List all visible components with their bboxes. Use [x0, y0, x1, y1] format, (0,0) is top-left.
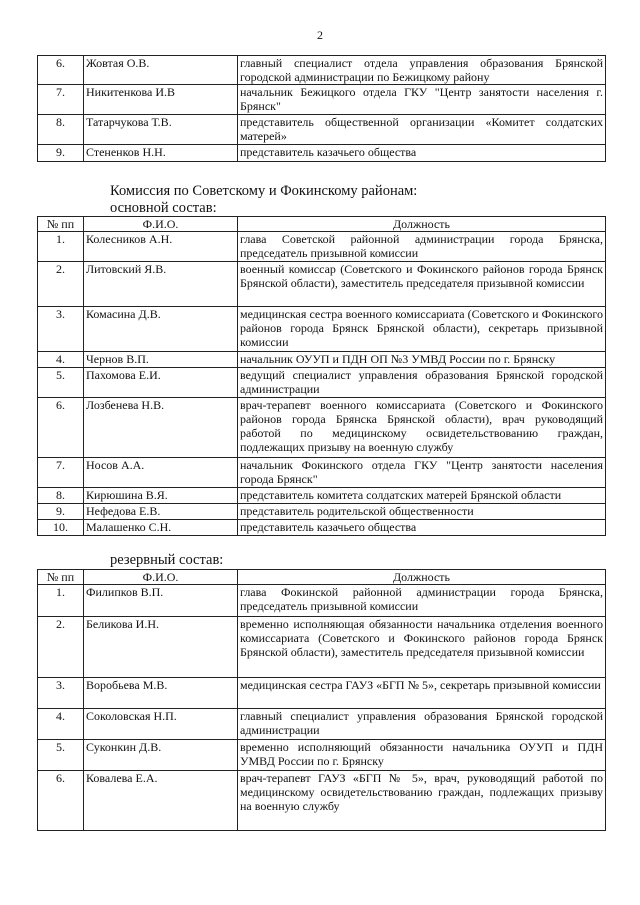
member-name: Суконкин Д.В. [84, 740, 238, 771]
row-number: 8. [38, 115, 84, 145]
main-composition-table [37, 216, 606, 536]
member-name: Носов А.А. [84, 458, 238, 488]
member-position: начальник ОУУП и ПДН ОП №3 УМВД России по г. Брянску [238, 352, 606, 368]
table-row [38, 488, 606, 504]
row-number: 5. [38, 368, 84, 398]
member-position: представитель казачьего общества [238, 145, 606, 162]
row-number: 7. [38, 85, 84, 115]
member-position: глава Фокинской районной администрации города Брянска, председатель призывной комиссии [238, 585, 606, 617]
row-number: 6. [38, 771, 84, 831]
row-number: 9. [38, 145, 84, 162]
member-position: главный специалист управления образования Брянской городской администрации [238, 709, 606, 740]
header-position: Должность [238, 570, 606, 585]
member-position: временно исполняющий обязанности начальника ОУУП и ПДН УМВД России по г. Брянску [238, 740, 606, 771]
member-name: Жовтая О.В. [84, 56, 238, 85]
member-position: медицинская сестра военного комиссариата (Советского и Фокинского районов города Брянск Брянской области), секретарь призывной комиссии [238, 307, 606, 352]
row-number: 10. [38, 520, 84, 536]
row-number: 2. [38, 262, 84, 307]
row-number: 4. [38, 352, 84, 368]
commission-title: Комиссия по Советскому и Фокинскому районам: [110, 183, 418, 199]
member-position: военный комиссар (Советского и Фокинского районов города Брянск Брянской области), заместитель председателя призывной комиссии [238, 262, 606, 307]
row-number: 6. [38, 398, 84, 458]
table-row [38, 262, 606, 307]
row-number: 5. [38, 740, 84, 771]
header-name: Ф.И.О. [84, 217, 238, 232]
member-name: Никитенкова И.В [84, 85, 238, 115]
member-position: врач-терапевт военного комиссариата (Советского и Фокинского районов города Брянска Брянской области), врач руководящий работой по медицинскому освидетельствованию граждан, подлежащих призыву на военную службу [238, 398, 606, 458]
reserve-composition-label: резервный состав: [110, 552, 224, 568]
row-number: 4. [38, 709, 84, 740]
member-name: Литовский Я.В. [84, 262, 238, 307]
member-name: Кирюшина В.Я. [84, 488, 238, 504]
table-row [38, 520, 606, 536]
table-row [38, 115, 606, 145]
table-row [38, 56, 606, 85]
member-name: Колесников А.Н. [84, 232, 238, 262]
member-name: Татарчукова Т.В. [84, 115, 238, 145]
row-number: 1. [38, 585, 84, 617]
member-name: Малашенко С.Н. [84, 520, 238, 536]
table-row [38, 585, 606, 617]
row-number: 3. [38, 307, 84, 352]
table-header [38, 570, 606, 585]
table-row [38, 709, 606, 740]
member-name: Беликова И.Н. [84, 617, 238, 678]
header-name: Ф.И.О. [84, 570, 238, 585]
member-position: представитель общественной организации «Комитет солдатских матерей» [238, 115, 606, 145]
header-num: № пп [38, 570, 84, 585]
member-position: врач-терапевт ГАУЗ «БГП № 5», врач, руководящий работой по медицинскому освидетельствованию граждан, подлежащих призыву на военную службу [238, 771, 606, 831]
member-name: Пахомова Е.И. [84, 368, 238, 398]
row-number: 9. [38, 504, 84, 520]
table-row [38, 771, 606, 831]
table-row [38, 398, 606, 458]
member-position: медицинская сестра ГАУЗ «БГП № 5», секретарь призывной комиссии [238, 678, 606, 709]
table-row [38, 85, 606, 115]
member-position: представитель казачьего общества [238, 520, 606, 536]
table-row [38, 678, 606, 709]
table-header [38, 217, 606, 232]
row-number: 3. [38, 678, 84, 709]
member-name: Стененков Н.Н. [84, 145, 238, 162]
member-name: Чернов В.П. [84, 352, 238, 368]
table-row [38, 232, 606, 262]
reserve-composition-table [37, 569, 606, 831]
row-number: 6. [38, 56, 84, 85]
member-name: Лозбенева Н.В. [84, 398, 238, 458]
row-number: 8. [38, 488, 84, 504]
table-row [38, 368, 606, 398]
member-position: представитель родительской общественности [238, 504, 606, 520]
header-position: Должность [238, 217, 606, 232]
member-name: Филипков В.П. [84, 585, 238, 617]
main-composition-label: основной состав: [110, 200, 217, 216]
member-position: ведущий специалист управления образования Брянской городской администрации [238, 368, 606, 398]
member-position: начальник Фокинского отдела ГКУ "Центр занятости населения города Брянск" [238, 458, 606, 488]
row-number: 2. [38, 617, 84, 678]
table-row [38, 145, 606, 162]
member-name: Нефедова Е.В. [84, 504, 238, 520]
table-row [38, 458, 606, 488]
row-number: 1. [38, 232, 84, 262]
header-num: № пп [38, 217, 84, 232]
member-name: Комасина Д.В. [84, 307, 238, 352]
member-name: Воробьева М.В. [84, 678, 238, 709]
page-number: 2 [317, 28, 323, 42]
member-position: представитель комитета солдатских матерей Брянской области [238, 488, 606, 504]
member-name: Ковалева Е.А. [84, 771, 238, 831]
row-number: 7. [38, 458, 84, 488]
table-row [38, 617, 606, 678]
table-row [38, 307, 606, 352]
member-position: глава Советской районной администрации города Брянска, председатель призывной комиссии [238, 232, 606, 262]
table-row [38, 740, 606, 771]
member-position: главный специалист отдела управления образования Брянской городской администрации по Бежицкому району [238, 56, 606, 85]
table-row [38, 352, 606, 368]
member-position: временно исполняющая обязанности начальника отделения военного комиссариата (Советского и Фокинского районов города Брянск Брянской области), заместитель председателя призывной комиссии [238, 617, 606, 678]
member-name: Соколовская Н.П. [84, 709, 238, 740]
previous-commission-table [37, 55, 606, 162]
table-row [38, 504, 606, 520]
member-position: начальник Бежицкого отдела ГКУ "Центр занятости населения г. Брянск" [238, 85, 606, 115]
